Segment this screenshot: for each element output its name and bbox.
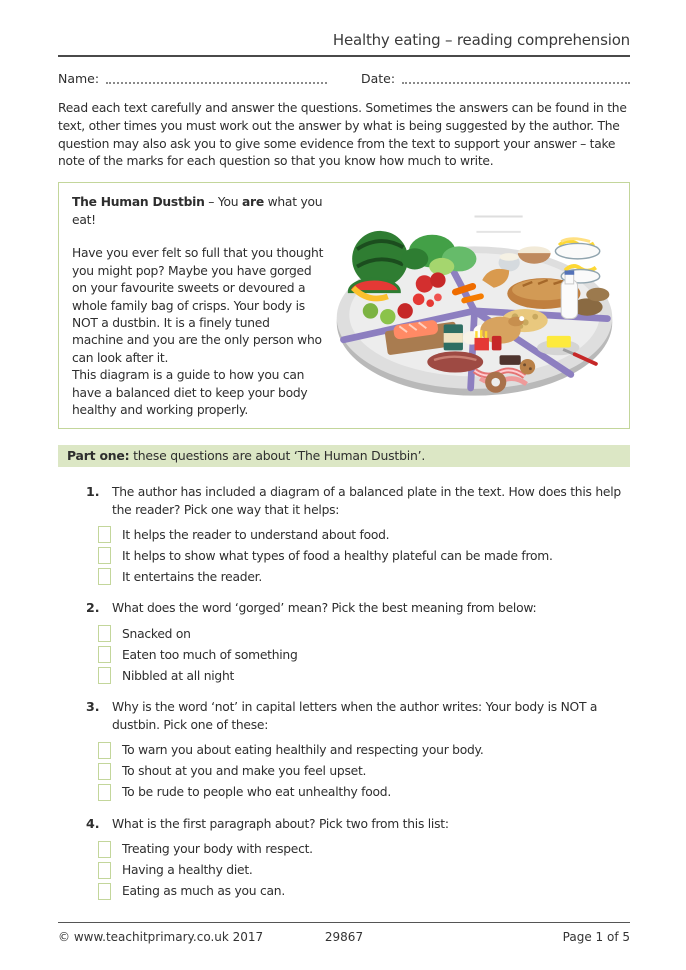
answer-checkbox[interactable] — [98, 526, 111, 543]
option-label: It entertains the reader. — [122, 569, 262, 584]
answer-checkbox[interactable] — [98, 841, 111, 858]
passage-title-bold: The Human Dustbin — [72, 195, 205, 210]
answer-checkbox[interactable] — [98, 784, 111, 801]
part-one-label: Part one: — [67, 447, 130, 463]
instructions-paragraph: Read each text carefully and answer the questions. Sometimes the answers can be found in the text, other times you must work out the answer by what is being suggested by the author. The question may also ask you to give some evidence from the text to support your answer – take note of the marks for each question so that you know how much to write. — [58, 101, 627, 169]
footer-page-number: Page 1 of 5 — [562, 930, 630, 944]
date-label: Date: — [361, 71, 396, 86]
option-label: Nibbled at all night — [122, 668, 235, 683]
passage-text-column — [72, 194, 324, 419]
question-text: The author has included a diagram of a balanced plate in the text. How does this help the reader? Pick one way that it helps: — [112, 484, 621, 517]
name-input-line[interactable] — [106, 72, 327, 84]
passage-figure — [330, 194, 619, 419]
name-field — [58, 71, 327, 87]
question-number: 3. — [86, 699, 100, 715]
option-row — [98, 547, 630, 564]
option-label: Having a healthy diet. — [122, 863, 253, 878]
date-input-line[interactable] — [402, 72, 630, 84]
option-row — [98, 646, 630, 663]
question-1 — [86, 484, 630, 586]
option-label: Eating as much as you can. — [122, 884, 285, 899]
question-1-options — [98, 526, 630, 585]
part-one-banner: Part one: these questions are about ‘The Human Dustbin’. — [58, 445, 630, 467]
option-row — [98, 568, 630, 585]
question-2-options — [98, 625, 630, 684]
question-text: What is the first paragraph about? Pick two from this list: — [112, 816, 449, 831]
option-row — [98, 883, 630, 900]
answer-checkbox[interactable] — [98, 625, 111, 642]
option-label: It helps the reader to understand about food. — [122, 527, 390, 542]
passage-paragraph-1: Have you ever felt so full that you thought you might pop? Maybe you have gorged on your favourite sweets or devoured a whole family bag of crisps. Your body is NOT a dustbin. It is a finely tuned machine and you are the only person who can look after it. — [72, 246, 324, 365]
option-label: To warn you about eating healthily and respecting your body. — [122, 743, 484, 758]
option-label: To be rude to people who eat unhealthy food. — [122, 785, 392, 800]
footer-copyright: © www.teachitprimary.co.uk 2017 — [58, 930, 264, 944]
answer-checkbox[interactable] — [98, 667, 111, 684]
option-row — [98, 784, 630, 801]
question-2 — [86, 600, 630, 684]
page-title: Healthy eating – reading comprehension — [332, 31, 630, 49]
question-number: 4. — [86, 815, 100, 831]
name-date-row — [58, 71, 630, 87]
answer-checkbox[interactable] — [98, 862, 111, 879]
date-field — [361, 71, 630, 87]
answer-checkbox[interactable] — [98, 646, 111, 663]
answer-checkbox[interactable] — [98, 742, 111, 759]
footer-doc-id: 29867 — [324, 930, 364, 944]
option-row — [98, 667, 630, 684]
option-label: Eaten too much of something — [122, 647, 298, 662]
passage-paragraph-2: This diagram is a guide to how you can have a balanced diet to keep your body healthy and working properly. — [72, 368, 308, 418]
option-label: To shout at you and make you feel upset. — [122, 764, 367, 779]
option-row — [98, 862, 630, 879]
question-text: What does the word ‘gorged’ mean? Pick the best meaning from below: — [112, 601, 537, 616]
option-row — [98, 526, 630, 543]
answer-checkbox[interactable] — [98, 883, 111, 900]
passage-title: The Human Dustbin – You are what you eat! — [72, 195, 323, 227]
option-label: It helps to show what types of food a healthy plateful can be made from. — [122, 548, 553, 563]
option-row — [98, 625, 630, 642]
questions-list — [58, 469, 630, 904]
page-header — [58, 30, 630, 57]
question-text: Why is the word ‘not’ in capital letters when the author writes: Your body is NOT a dustbin. Pick one of these: — [112, 700, 598, 733]
answer-checkbox[interactable] — [98, 568, 111, 585]
option-row — [98, 841, 630, 858]
question-3 — [86, 699, 630, 801]
page-footer — [58, 922, 630, 944]
option-row — [98, 742, 630, 759]
question-number: 1. — [86, 483, 100, 499]
question-number: 2. — [86, 600, 100, 616]
name-label: Name: — [58, 71, 100, 86]
option-row — [98, 763, 630, 780]
answer-checkbox[interactable] — [98, 547, 111, 564]
question-4 — [86, 816, 630, 900]
option-label: Snacked on — [122, 626, 191, 641]
balanced-plate-illustration — [330, 203, 619, 410]
answer-checkbox[interactable] — [98, 763, 111, 780]
question-3-options — [98, 742, 630, 801]
question-4-options — [98, 841, 630, 900]
option-label: Treating your body with respect. — [122, 842, 313, 857]
passage-box — [58, 182, 630, 428]
